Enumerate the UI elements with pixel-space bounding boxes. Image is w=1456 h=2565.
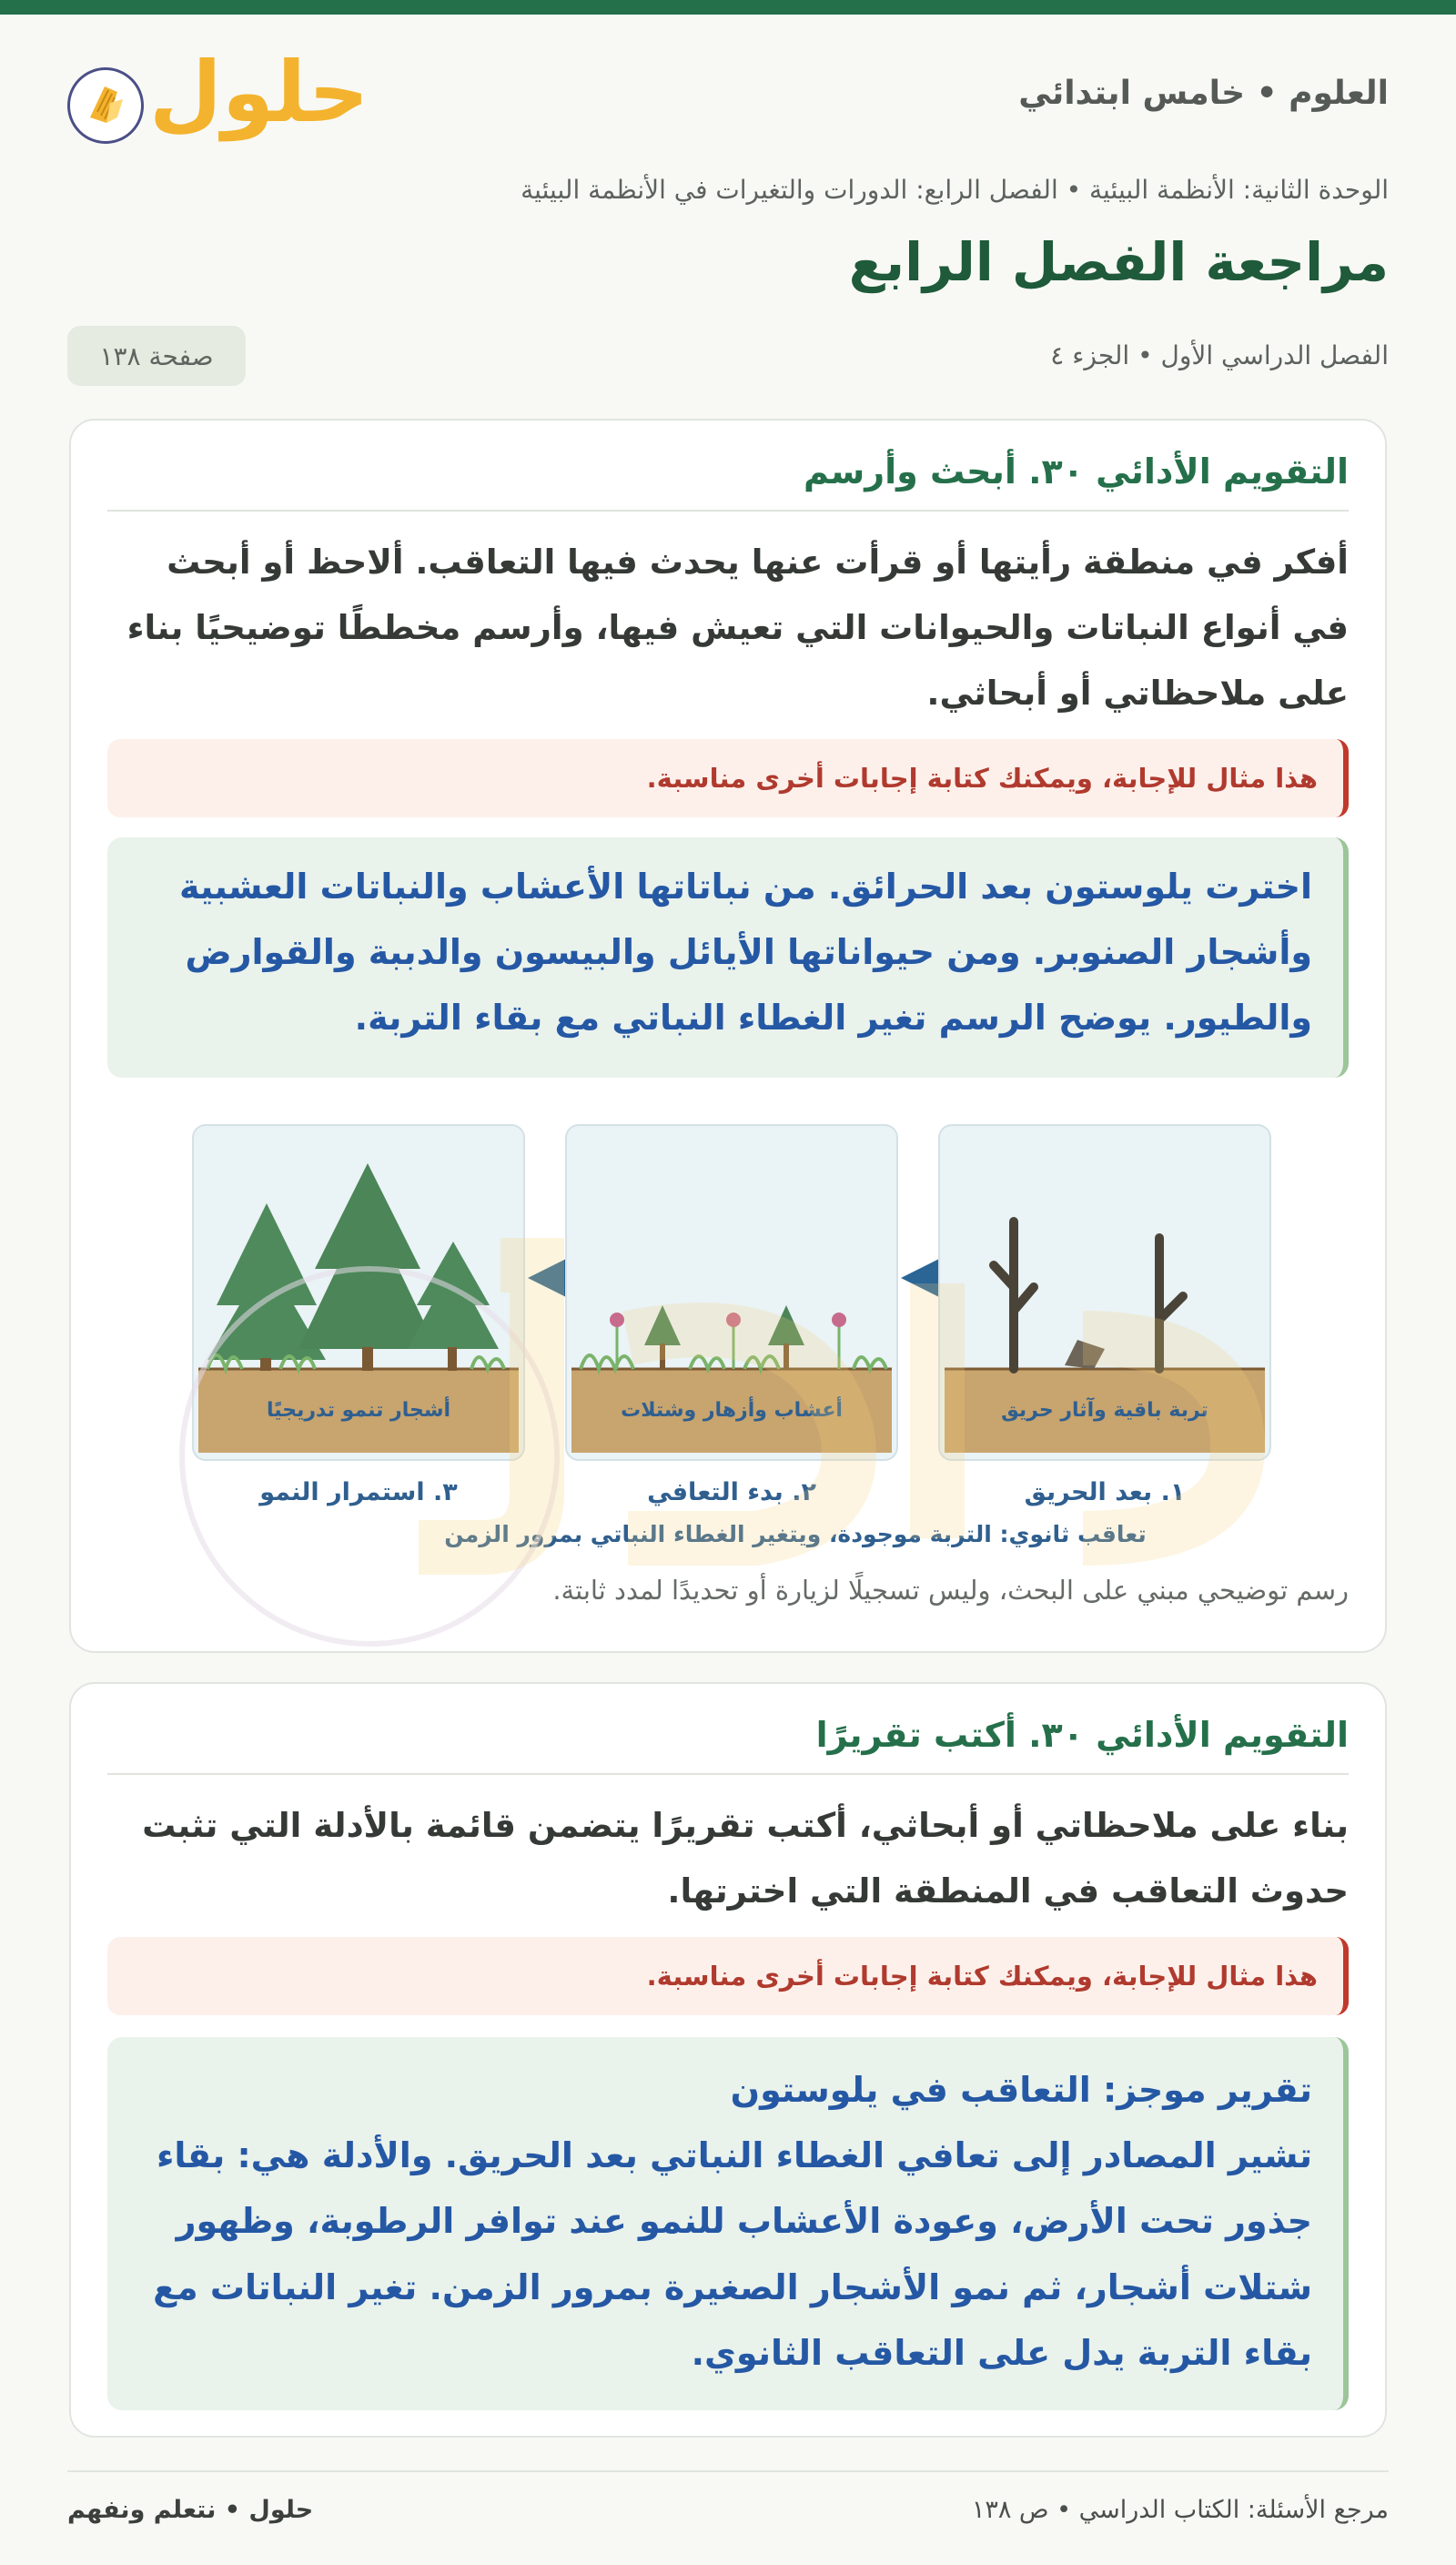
panel-inner-label: تربة باقية وآثار حريق: [1001, 1399, 1208, 1422]
diagram-summary: تعاقب ثانوي: التربة موجودة، ويتغير الغطاء النباتي بمرور الزمن: [444, 1521, 1147, 1547]
footer-reference: مرجع الأسئلة: الكتاب الدراسي • ص ١٣٨: [971, 2496, 1389, 2524]
answer-box: [107, 2037, 1349, 2410]
panel-recovery: [566, 1125, 897, 1460]
answer-box: اخترت يلوستون بعد الحرائق. من نباتاتها الأعشاب والنباتات العشبية وأشجار الصنوبر. ومن حيواناتها الأيائل والبيسون والدببة والقوارض والطيور. يوضح الرسم تغير الغطاء النباتي مع بقاء التربة.: [107, 837, 1349, 1078]
panel-inner-label: أشجار تنمو تدريجيًا: [266, 1399, 451, 1422]
logo-emblem-icon: [67, 67, 144, 144]
arrow-left-icon: [528, 1256, 571, 1300]
footer-brand: حلول • نتعلم ونفهم: [67, 2496, 314, 2524]
page-number-chip: صفحة ١٣٨: [67, 326, 246, 386]
page-title: مراجعة الفصل الرابع: [848, 231, 1389, 293]
arrow-left-icon: [901, 1256, 945, 1300]
panel-caption: ١. بعد الحريق: [1024, 1478, 1186, 1506]
breadcrumb: الوحدة الثانية: الأنظمة البيئية • الفصل الرابع: الدورات والتغيرات في الأنظمة البيئية: [521, 175, 1389, 205]
sample-answer-note: هذا مثال للإجابة، ويمكنك كتابة إجابات أخرى مناسبة.: [107, 739, 1349, 817]
question-text: أفكر في منطقة رأيتها أو قرأت عنها يحدث فيها التعاقب. ألاحظ أو أبحث في أنواع النباتات والحيوانات التي تعيش فيها، وأرسم مخططًا توضيحيًا بناء على ملاحظاتي أو أبحاثي.: [126, 542, 1349, 714]
divider: [107, 1773, 1349, 1775]
top-accent-bar: [0, 0, 1456, 15]
flower-icon: [832, 1313, 846, 1327]
footer-divider: [67, 2470, 1389, 2472]
section-title: التقويم الأدائي ٣٠. أبحث وأرسم: [804, 451, 1349, 492]
succession-diagram: [71, 1105, 1389, 1578]
panel-after-fire: [939, 1125, 1270, 1460]
divider: [107, 510, 1349, 512]
flower-icon: [726, 1313, 741, 1327]
write-report-card: [69, 1682, 1387, 2438]
section-title: التقويم الأدائي ٣٠. أكتب تقريرًا: [815, 1715, 1349, 1755]
flower-icon: [610, 1313, 624, 1327]
panel-caption: ٣. استمرار النمو: [259, 1478, 458, 1506]
page-header: [67, 46, 1389, 155]
logo-wordmark: حلول: [149, 44, 369, 141]
diagram-caption: رسم توضيحي مبني على البحث، وليس تسجيلًا لزيارة أو تحديدًا لمدد ثابتة.: [552, 1575, 1349, 1606]
semester-info: الفصل الدراسي الأول • الجزء ٤: [1050, 340, 1389, 370]
report-title: تقرير موجز: التعاقب في يلوستون: [730, 2070, 1312, 2110]
panel-growth: [193, 1125, 524, 1460]
report-body: تشير المصادر إلى تعافي الغطاء النباتي بعد الحريق. والأدلة هي: بقاء جذور تحت الأرض، وعودة الأعشاب للنمو عند توافر الرطوبة، وظهور شتلات أشجار، ثم نمو الأشجار الصغيرة بمرور الزمن. تغير النباتات مع بقاء التربة يدل على التعاقب الثانوي.: [153, 2135, 1312, 2373]
subject-title: العلوم • خامس ابتدائي: [1018, 75, 1389, 112]
sample-answer-note: هذا مثال للإجابة، ويمكنك كتابة إجابات أخرى مناسبة.: [107, 1937, 1349, 2015]
panel-caption: ٢. بدء التعافي: [647, 1478, 816, 1506]
site-logo[interactable]: [67, 44, 369, 151]
panel-inner-label: أعشاب وأزهار وشتلات: [621, 1399, 843, 1422]
question-text: بناء على ملاحظاتي أو أبحاثي، أكتب تقريرًا يتضمن قائمة بالأدلة التي تثبت حدوث التعاقب في المنطقة التي اخترتها.: [142, 1806, 1349, 1911]
research-draw-card: [69, 419, 1387, 1653]
